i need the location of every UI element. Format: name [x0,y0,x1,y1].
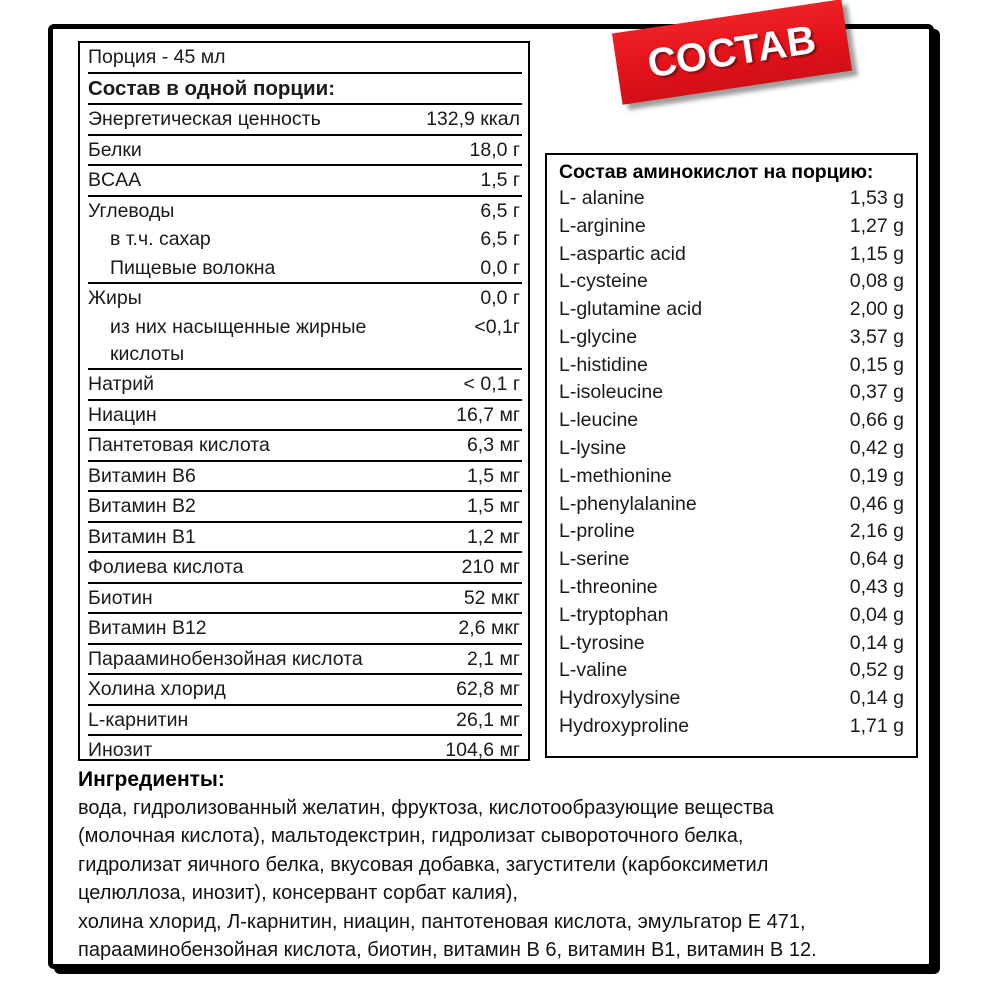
table-row [88,645,522,676]
row-value: 104,6 мг [445,739,520,762]
amino-name: L-histidine [559,353,648,376]
amino-row [559,602,904,630]
amino-row [559,546,904,574]
row-label: Натрий [88,373,155,396]
amino-value: 0,15 g [849,353,904,376]
row-label: в т.ч. сахар [110,228,211,251]
amino-name: L-leucine [559,409,639,432]
amino-heading: Состав аминокислот на порцию: [559,161,874,183]
row-label: Жиры [88,287,142,310]
row-value: 0,0 г [480,256,520,279]
table-row [88,584,522,615]
table-row [88,105,522,136]
amino-row [559,657,904,685]
amino-name: L- alanine [559,187,645,209]
row-label: Витамин B12 [88,617,207,640]
row-value: 1,5 мг [466,464,520,487]
ingredients-title: Ингредиенты: [78,768,225,791]
ingredients-line: холина хлорид, Л-карнитин, ниацин, пантотеновая кислота, эмульгатор E 471, [78,910,806,933]
table-row [88,197,522,226]
amino-value: 0,08 g [849,270,904,293]
row-value: 6,5 г [480,228,520,251]
row-label: Витамин B2 [88,495,196,518]
table-row [88,401,522,432]
amino-name: L-phenylalanine [559,492,697,515]
table-row [88,136,522,167]
row-label: Холина хлорид [88,678,226,701]
nutrition-heading-label: Состав в одной порции: [88,76,336,100]
table-row [88,614,522,645]
amino-name: L-aspartic acid [559,242,686,265]
amino-value: 3,57 g [849,325,904,348]
amino-value: 0,14 g [849,631,904,654]
table-row [88,431,522,462]
table-row [88,166,522,197]
row-label: Инозит [88,739,153,762]
amino-name: L-tyrosine [559,631,645,654]
nutrition-facts-table [78,41,530,761]
row-value: 2,1 мг [466,647,520,670]
table-row [88,553,522,584]
row-value: 16,7 мг [456,403,520,426]
amino-row [559,296,904,324]
amino-row [559,352,904,380]
amino-name: L-isoleucine [559,381,664,404]
ingredients-line: целюллоза, инозит), консервант сорбат калия), [78,882,518,905]
row-value: <0,1г [474,316,520,338]
amino-value: 0,37 g [849,381,904,404]
table-row [88,370,522,401]
amino-value: 1,71 g [849,714,904,737]
row-value: 1,5 г [480,169,520,192]
table-row [88,706,522,737]
amino-row [559,185,904,213]
row-label: из них насыщенные жирные [110,316,367,338]
amino-row [559,491,904,519]
amino-value: 0,14 g [849,687,904,710]
amino-value: 0,19 g [849,464,904,487]
amino-row [559,463,904,491]
amino-row [559,630,904,658]
ingredients-section [78,768,918,964]
amino-value: 0,42 g [849,437,904,460]
table-row [88,675,522,706]
table-row [88,736,522,765]
amino-value: 1,53 g [849,187,904,209]
amino-row [559,241,904,269]
amino-name: L-arginine [559,214,646,237]
nutrition-heading-row [88,74,522,106]
serving-size-row [88,43,522,74]
amino-value: 0,64 g [849,548,904,571]
amino-name: Hydroxyproline [559,714,690,737]
banner-label: СОСТАВ [644,17,820,86]
amino-name: L-threonine [559,575,658,598]
row-value: 210 мг [461,556,520,579]
table-row [88,462,522,493]
row-value: 132,9 ккал [426,108,520,131]
row-label-continued: кислоты [110,342,185,365]
amino-row [559,324,904,352]
amino-row [559,379,904,407]
table-row [88,523,522,554]
row-value: 26,1 мг [456,708,520,731]
amino-value: 2,16 g [849,520,904,543]
amino-value: 0,66 g [849,409,904,432]
amino-name: L-glycine [559,325,638,348]
table-row [88,492,522,523]
ingredients-line: гидролизат яичного белка, вкусовая добавка, загустители (карбоксиметил [78,853,769,876]
row-value: 6,3 мг [466,434,520,457]
amino-value: 1,15 g [849,242,904,265]
row-label: Биотин [88,586,153,609]
amino-value: 2,00 g [849,298,904,321]
amino-value: 0,43 g [849,575,904,598]
amino-value: 0,46 g [849,492,904,515]
amino-row [559,574,904,602]
amino-row [559,213,904,241]
amino-row [559,685,904,713]
row-label: BCAA [88,169,142,192]
row-label: Пищевые волокна [110,256,276,279]
row-label: Энергетическая ценность [88,108,321,131]
amino-row [559,713,904,741]
ingredients-line: парааминобензойная кислота, биотин, витамин B 6, витамин B1, витамин B 12. [78,938,817,961]
amino-value: 1,27 g [849,214,904,237]
row-value: 0,0 г [480,287,520,310]
row-label: Фолиева кислота [88,556,244,579]
row-value: 2,6 мкг [458,617,520,640]
row-label: Парааминобензойная кислота [88,647,363,670]
table-row [88,313,522,370]
amino-name: L-methionine [559,464,672,487]
row-value: 62,8 мг [456,678,520,701]
row-value: 1,2 мг [466,525,520,548]
amino-value: 0,52 g [849,659,904,682]
amino-name: L-proline [559,520,635,543]
row-value: < 0,1 г [463,373,520,396]
amino-row [559,435,904,463]
row-value: 1,5 мг [466,495,520,518]
amino-name: L-lysine [559,437,627,460]
amino-row [559,407,904,435]
amino-row [559,518,904,546]
ingredients-line: вода, гидролизованный желатин, фруктоза, кислотообразующие вещества [78,797,774,819]
amino-row [559,268,904,296]
row-label: Пантетовая кислота [88,434,270,457]
row-label: Углеводы [88,199,175,222]
row-value: 6,5 г [480,199,520,222]
amino-name: L-serine [559,548,630,571]
amino-name: Hydroxylysine [559,687,681,710]
row-label: L-карнитин [88,708,189,731]
table-row [88,284,522,313]
serving-size-label: Порция - 45 мл [88,46,226,68]
ingredients-line: (молочная кислота), мальтодекстрин, гидролизат сывороточного белка, [78,825,744,848]
row-label: Белки [88,138,142,161]
amino-name: L-cysteine [559,270,648,293]
row-label: Ниацин [88,403,157,426]
amino-name: L-glutamine acid [559,298,703,321]
row-label: Витамин B1 [88,525,196,548]
row-value: 52 мкг [463,586,520,609]
table-row [88,254,522,285]
row-value: 18,0 г [469,138,520,161]
amino-acid-table [545,153,918,758]
row-label: Витамин B6 [88,464,196,487]
table-row [88,225,522,254]
amino-name: L-valine [559,659,628,682]
amino-value: 0,04 g [849,603,904,626]
amino-name: L-tryptophan [559,603,669,626]
